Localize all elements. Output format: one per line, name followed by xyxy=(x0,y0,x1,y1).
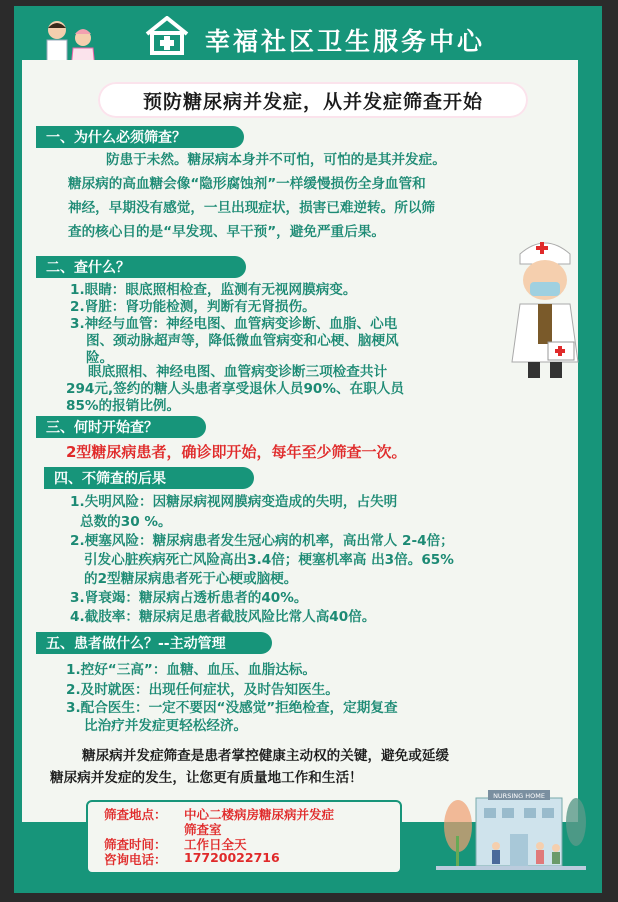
section-2-note-2: 294元,签约的糖人头患者享受退休人员90%、在职人员 xyxy=(66,381,404,397)
section-5-heading: 五、患者做什么？--主动管理 xyxy=(36,632,272,654)
section-1-line-4: 查的核心目的是“早发现、早干预”，避免严重后果。 xyxy=(68,224,385,240)
building-sign: NURSING HOME xyxy=(493,792,545,800)
section-5-item-3: 3.配合医生：一定不要因“没感觉”拒绝检查，定期复查 xyxy=(66,700,398,716)
section-4-item-1: 1.失明风险：因糖尿病视网膜病变造成的失明，占失明 xyxy=(70,494,398,510)
section-4-heading: 四、不筛查的后果 xyxy=(44,467,254,489)
screening-info-box xyxy=(86,800,402,874)
phone-label: 咨询电话： xyxy=(104,852,167,867)
section-4-item-2-cont-2: 的2型糖尿病患者死于心梗或脑梗。 xyxy=(84,571,298,587)
section-2-item-3: 3.神经与血管：神经电图、血管病变诊断、血脂、心电 xyxy=(70,316,398,332)
poster-title: 预防糖尿病并发症，从并发症筛查开始 xyxy=(98,82,528,118)
section-1-line-1: 防患于未然。糖尿病本身并不可怕，可怕的是其并发症。 xyxy=(106,152,446,168)
section-4-item-2: 2.梗塞风险：糖尿病患者发生冠心病的机率，高出常人 2-4倍； xyxy=(70,533,454,549)
header-title: 幸福社区卫生服务中心 xyxy=(205,27,486,56)
section-2-item-3-cont-1: 图、颈动脉超声等，降低微血管病变和心梗、脑梗风 xyxy=(86,333,399,349)
section-1-heading: 一、为什么必须筛查？ xyxy=(36,126,244,148)
section-2-item-2: 2.肾脏：肾功能检测，判断有无肾损伤。 xyxy=(70,299,316,315)
section-2-item-1: 1.眼睛：眼底照相检查，监测有无视网膜病变。 xyxy=(70,282,357,298)
location-value: 中心二楼病房糖尿病并发症 xyxy=(184,807,335,822)
section-1-line-3: 神经，早期没有感觉，一旦出现症状，损害已难逆转。所以筛 xyxy=(68,200,436,216)
section-3-heading: 三、何时开始查？ xyxy=(36,416,206,438)
section-2-note-3: 85%的报销比例。 xyxy=(66,398,181,414)
section-4-item-2-cont-1: 引发心脏疾病死亡风险高出3.4倍；梗塞机率高 出3倍。65% xyxy=(84,552,454,568)
time-value: 工作日全天 xyxy=(184,837,247,852)
location-value-cont: 筛查室 xyxy=(184,822,222,837)
doctor-illustration-icon xyxy=(508,232,582,382)
location-label: 筛查地点： xyxy=(104,807,167,822)
section-4-item-4: 4.截肢率：糖尿病足患者截肢风险比常人高40倍。 xyxy=(70,609,376,625)
time-label: 筛查时间： xyxy=(104,837,167,852)
section-2-note-1: 眼底照相、神经电图、血管病变诊断三项检查共计 xyxy=(88,364,388,380)
closing-line-1: 糖尿病并发症筛查是患者掌控健康主动权的关键，避免或延缓 xyxy=(82,748,450,764)
section-5-item-1: 1.控好“三高”：血糖、血压、血脂达标。 xyxy=(66,662,316,678)
nursing-home-illustration-icon xyxy=(436,776,586,876)
section-2-item-3-cont-2: 险。 xyxy=(86,350,114,366)
phone-value: 17720022716 xyxy=(184,850,280,865)
clinic-logo-icon xyxy=(145,16,189,56)
section-3-text: 2型糖尿病患者，确诊即开始，每年至少筛查一次。 xyxy=(66,443,407,461)
section-4-item-3: 3.肾衰竭：糖尿病占透析患者的40%。 xyxy=(70,590,308,606)
closing-line-2: 糖尿病并发症的发生，让您更有质量地工作和生活！ xyxy=(50,770,363,786)
section-1-line-2: 糖尿病的高血糖会像“隐形腐蚀剂”一样缓慢损伤全身血管和 xyxy=(68,176,426,192)
section-2-heading: 二、查什么？ xyxy=(36,256,246,278)
section-4-item-1-cont: 总数的30 %。 xyxy=(80,514,172,530)
section-5-item-2: 2.及时就医：出现任何症状，及时告知医生。 xyxy=(66,682,339,698)
section-5-item-3-cont: 比治疗并发症更轻松经济。 xyxy=(84,718,248,734)
